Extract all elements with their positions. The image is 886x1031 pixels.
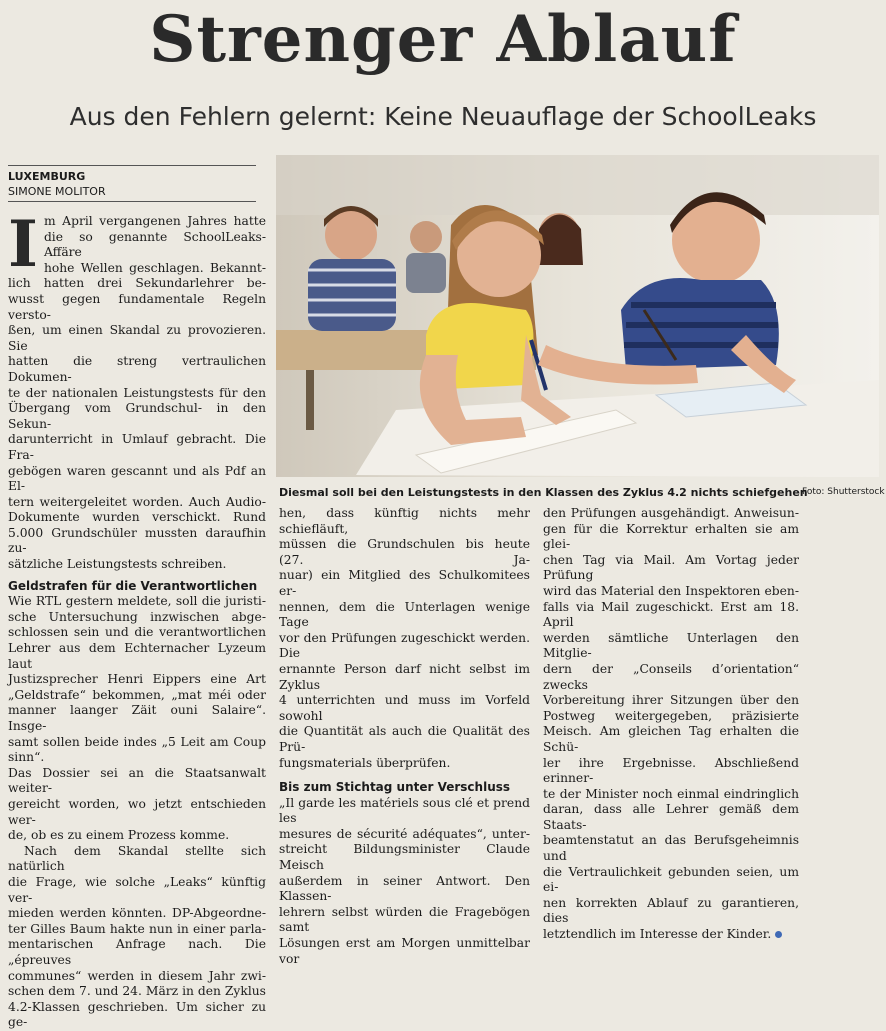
- text-line: te der nationalen Leistungstests für den: [8, 385, 266, 400]
- text-line: ter Gilles Baum hakte nun in einer parla-: [8, 921, 266, 936]
- text-line: samt sollen beide indes „5 Leit am Coup sinn“.: [8, 734, 266, 765]
- subheading-deadline: Bis zum Stichtag unter Verschluss: [279, 780, 511, 795]
- text-line: Nach dem Skandal stellte sich natürlich: [8, 843, 266, 874]
- text-line: Lösungen erst am Morgen unmittelbar vor: [279, 936, 530, 966]
- text-line: sche Untersuchung inzwischen abge-: [8, 609, 266, 624]
- text-line: Dokumente wurden verschickt. Rund: [8, 510, 266, 525]
- text-line: m April vergangenen Jahres hatte: [43, 214, 266, 228]
- text-line: Postweg weitergegeben, präzisierte: [543, 708, 799, 723]
- text-line: darunterricht in Umlauf gebracht. Die Fra-: [8, 432, 266, 462]
- text-line: „Geldstrafe“ bekommen, „mat méi oder: [8, 687, 266, 702]
- drop-cap: I: [8, 207, 38, 282]
- byline-top-rule: [8, 165, 256, 166]
- text-line: nen korrekten Ablauf zu garantieren, dies: [543, 895, 799, 926]
- text-line: daran, dass alle Lehrer gemäß dem Staats-: [543, 802, 799, 832]
- headline: Strenger Ablauf: [149, 2, 737, 77]
- text-line: ßen, um einen Skandal zu provozieren. Sie: [8, 323, 266, 353]
- text-line: außerdem in seiner Antwort. Den Klassen-: [279, 873, 530, 904]
- text-line: Justizsprecher Henri Eippers eine Art: [8, 672, 266, 687]
- text-line: fungsmaterials überprüfen.: [279, 755, 451, 770]
- byline-bottom-rule: [8, 201, 256, 202]
- article-end-mark: [775, 931, 782, 938]
- article-column-2: [279, 506, 530, 967]
- text-line: den Prüfungen ausgehändigt. Anweisun-: [543, 506, 799, 520]
- text-line: die so genannte SchoolLeaks-Affäre: [43, 229, 266, 260]
- photo-credit: Foto: Shutterstock: [802, 487, 885, 497]
- text-line: tern weitergeleitet worden. Auch Audio-: [8, 494, 266, 509]
- classroom-photo: [276, 155, 879, 477]
- text-line: beamtenstatut an das Berufsgeheimnis und: [543, 833, 799, 864]
- article-column-3: [543, 506, 799, 943]
- byline-region: LUXEMBURG: [8, 170, 86, 183]
- subheadline: Aus den Fehlern gelernt: Keine Neuauflage der SchoolLeaks: [69, 102, 817, 131]
- text-line: müssen die Grundschulen bis heute (27. Ja-: [279, 537, 530, 567]
- text-line: de, ob es zu einem Prozess komme.: [8, 828, 230, 843]
- text-line: 4.2-Klassen geschrieben. Um sicher zu ge-: [8, 999, 266, 1030]
- text-line: vor den Prüfungen zugeschickt werden. Die: [279, 630, 530, 661]
- text-line: chen Tag via Mail. Am Vortag jeder Prüfung: [543, 552, 799, 583]
- text-line: mieden werden könnten. DP-Abgeordne-: [8, 906, 266, 921]
- text-line: schen dem 7. und 24. März in den Zyklus: [8, 984, 266, 999]
- text-line: Meisch. Am gleichen Tag erhalten die Schü-: [543, 724, 799, 754]
- text-line: ler ihre Ergebnisse. Abschließend erinner-: [543, 755, 799, 786]
- text-line: manner laanger Zäit ouni Salaire“. Insge-: [8, 703, 266, 733]
- text-line: wird das Material den Inspektoren eben-: [543, 583, 799, 598]
- text-line: die Vertraulichkeit gebunden seien, um ei-: [543, 864, 799, 895]
- text-line: hen, dass künftig nichts mehr schiefläuft,: [279, 506, 530, 536]
- text-line: lich hatten drei Sekundarlehrer be-: [8, 276, 266, 291]
- text-line: dern der „Conseils d’orientation“ zwecks: [543, 661, 799, 692]
- text-line: „Il garde les matériels sous clé et prend les: [279, 795, 530, 826]
- text-line: lehrern selbst würden die Fragebögen samt: [279, 904, 530, 935]
- photo-caption: Diesmal soll bei den Leistungstests in den Klassen des Zyklus 4.2 nichts schiefgehen: [279, 486, 808, 499]
- text-line: wusst gegen fundamentale Regeln versto-: [8, 291, 266, 322]
- text-line: communes“ werden in diesem Jahr zwi-: [8, 968, 266, 983]
- text-line: Wie RTL gestern meldete, soll die juristi-: [8, 594, 266, 609]
- text-line: schlossen sein und die verantwortlichen: [8, 625, 266, 640]
- text-line: streicht Bildungsminister Claude Meisch: [279, 842, 530, 873]
- text-line: letztendlich im Interesse der Kinder.: [543, 927, 799, 943]
- text-line: sätzliche Leistungstests schreiben.: [8, 557, 227, 572]
- text-line: die Quantität als auch die Qualität des Prü-: [279, 724, 530, 754]
- byline-author: SIMONE MOLITOR: [8, 185, 106, 198]
- text-line: Übergang vom Grundschul- in den Sekun-: [8, 401, 266, 431]
- text-line: Lehrer aus dem Echternacher Lyzeum laut: [8, 641, 266, 671]
- text-line: gereicht worden, wo jetzt entschieden wer-: [8, 796, 266, 827]
- text-line: Das Dossier sei an die Staatsanwalt weiter-: [8, 765, 266, 796]
- text-line: werden sämtliche Unterlagen den Mitglie-: [543, 630, 799, 661]
- article-column-1: [8, 207, 266, 1031]
- text-line: hohe Wellen geschlagen. Bekannt-: [43, 260, 266, 275]
- text-line: 4 unterrichten und muss im Vorfeld sowohl: [279, 693, 530, 723]
- subheading-fines: Geldstrafen für die Verantwortlichen: [8, 578, 258, 593]
- text-line: nennen, dem die Unterlagen wenige Tage: [279, 599, 530, 630]
- text-line: nuar) ein Mitglied des Schulkomitees er-: [279, 568, 530, 598]
- text-line: Vorbereitung ihrer Sitzungen über den: [543, 693, 799, 708]
- text-line: hatten die streng vertraulichen Dokumen-: [8, 354, 266, 384]
- text-line: gen für die Korrektur erhalten sie am glei-: [543, 521, 799, 552]
- text-line: die Frage, wie solche „Leaks“ künftig ver-: [8, 874, 266, 905]
- text-line: gebögen waren gescannt und als Pdf an El-: [8, 463, 266, 494]
- text-line: falls via Mail zugeschickt. Erst am 18. April: [543, 599, 799, 630]
- text-line: mentarischen Anfrage nach. Die „épreuves: [8, 937, 266, 967]
- text-line: 5.000 Grundschüler mussten daraufhin zu-: [8, 525, 266, 556]
- text-line: te der Minister noch einmal eindringlich: [543, 786, 799, 801]
- classroom-photo-illustration: [276, 155, 879, 477]
- text-line: ernannte Person darf nicht selbst im Zyklus: [279, 661, 530, 692]
- text-line: mesures de sécurité adéquates“, unter-: [279, 826, 530, 841]
